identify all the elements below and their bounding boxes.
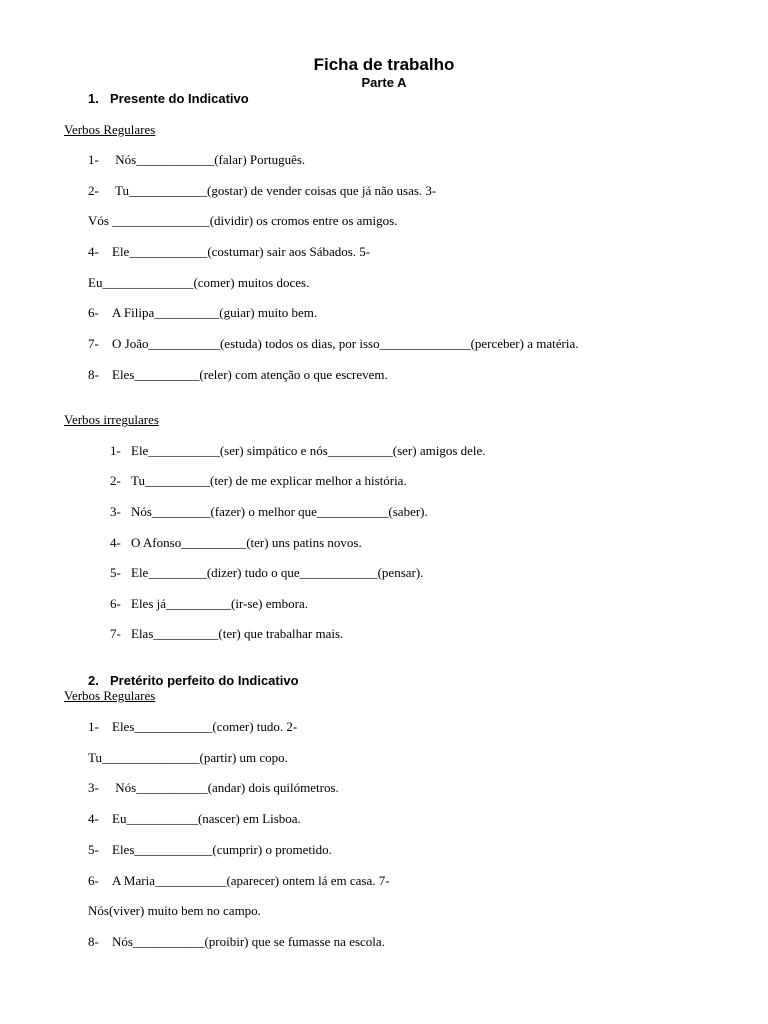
- exercise-line: [88, 780, 339, 796]
- section-1-heading: [88, 91, 249, 107]
- exercise-line: [88, 903, 261, 919]
- exercise-line: [88, 336, 578, 352]
- exercise-line: [88, 244, 370, 260]
- exercise-text: Eles__________(reler) com atenção o que escrevem.: [112, 367, 388, 382]
- exercise-line: [110, 596, 308, 612]
- exercise-line: [88, 152, 305, 168]
- exercise-line: [88, 873, 390, 889]
- exercise-number: 7-: [110, 626, 121, 641]
- exercise-line: [88, 934, 385, 950]
- exercise-text: Elas__________(ter) que trabalhar mais.: [131, 626, 344, 641]
- exercise-text: Eu______________(comer) muitos doces.: [88, 275, 310, 290]
- exercise-line: [88, 183, 436, 199]
- exercise-number: 6-: [88, 873, 99, 888]
- exercise-text: Tu_______________(partir) um copo.: [88, 750, 288, 765]
- exercise-number: 3-: [110, 504, 121, 519]
- exercise-text: Ele_________(dizer) tudo o que____________(pensar).: [131, 565, 424, 580]
- exercise-number: 6-: [88, 305, 99, 320]
- exercise-text: Eles____________(comer) tudo. 2-: [112, 719, 298, 734]
- exercise-text: Nós___________(proibir) que se fumasse na escola.: [112, 934, 385, 949]
- exercise-line: [88, 367, 388, 383]
- exercise-text: Nós____________(falar) Português.: [112, 152, 306, 167]
- exercise-number: 2-: [88, 183, 99, 198]
- exercise-number: 1-: [88, 719, 99, 734]
- exercise-line: [88, 719, 297, 735]
- exercise-line: [110, 565, 423, 581]
- exercise-text: O João___________(estuda) todos os dias, por isso______________(perceber) a matéria.: [112, 336, 579, 351]
- exercise-text: Tu__________(ter) de me explicar melhor a história.: [131, 473, 407, 488]
- exercise-line: [88, 213, 397, 229]
- exercise-number: 5-: [88, 842, 99, 857]
- section-1-number: 1.: [88, 91, 99, 106]
- exercise-text: Nós___________(andar) dois quilómetros.: [112, 780, 339, 795]
- exercise-text: O Afonso__________(ter) uns patins novos.: [131, 535, 362, 550]
- exercise-number: 7-: [88, 336, 99, 351]
- exercise-line: [110, 473, 407, 489]
- exercise-text: Tu____________(gostar) de vender coisas que já não usas. 3-: [112, 183, 437, 198]
- exercise-text: Nós_________(fazer) o melhor que___________(saber).: [131, 504, 428, 519]
- exercise-line: [88, 305, 317, 321]
- section-2-heading: [88, 673, 299, 689]
- exercise-number: 4-: [110, 535, 121, 550]
- exercise-line: [110, 535, 362, 551]
- exercise-number: 6-: [110, 596, 121, 611]
- section-2-title: Pretérito perfeito do Indicativo: [110, 673, 299, 688]
- exercise-number: 2-: [110, 473, 121, 488]
- exercise-text: Vós _______________(dividir) os cromos entre os amigos.: [88, 213, 398, 228]
- section-1-irregular-label: Verbos irregulares: [64, 412, 159, 427]
- exercise-text: Ele____________(costumar) sair aos Sábados. 5-: [112, 244, 371, 259]
- exercise-text: A Maria___________(aparecer) ontem lá em casa. 7-: [112, 873, 390, 888]
- exercise-line: [110, 504, 428, 520]
- section-2-regular-label: Verbos Regulares: [64, 688, 156, 703]
- exercise-line: [88, 275, 309, 291]
- page-subtitle: Parte A: [361, 75, 407, 90]
- exercise-text: A Filipa__________(guiar) muito bem.: [112, 305, 318, 320]
- exercise-text: Eles____________(cumprir) o prometido.: [112, 842, 332, 857]
- exercise-text: Eles já__________(ir-se) embora.: [131, 596, 308, 611]
- section-2-number: 2.: [88, 673, 99, 688]
- exercise-line: [110, 626, 343, 642]
- section-1-regular-label: Verbos Regulares: [64, 122, 156, 137]
- exercise-line: [88, 750, 288, 766]
- exercise-number: 3-: [88, 780, 99, 795]
- exercise-text: Nós(viver) muito bem no campo.: [88, 903, 261, 918]
- exercise-number: 4-: [88, 244, 99, 259]
- page-title: Ficha de trabalho: [313, 55, 455, 74]
- exercise-line: [88, 811, 301, 827]
- exercise-number: 4-: [88, 811, 99, 826]
- exercise-number: 1-: [88, 152, 99, 167]
- exercise-line: [88, 842, 332, 858]
- exercise-text: Eu___________(nascer) em Lisboa.: [112, 811, 301, 826]
- exercise-text: Ele___________(ser) simpático e nós__________(ser) amigos dele.: [131, 443, 486, 458]
- exercise-number: 8-: [88, 367, 99, 382]
- exercise-number: 8-: [88, 934, 99, 949]
- section-1-title: Presente do Indicativo: [110, 91, 249, 106]
- exercise-number: 5-: [110, 565, 121, 580]
- exercise-line: [110, 443, 486, 459]
- exercise-number: 1-: [110, 443, 121, 458]
